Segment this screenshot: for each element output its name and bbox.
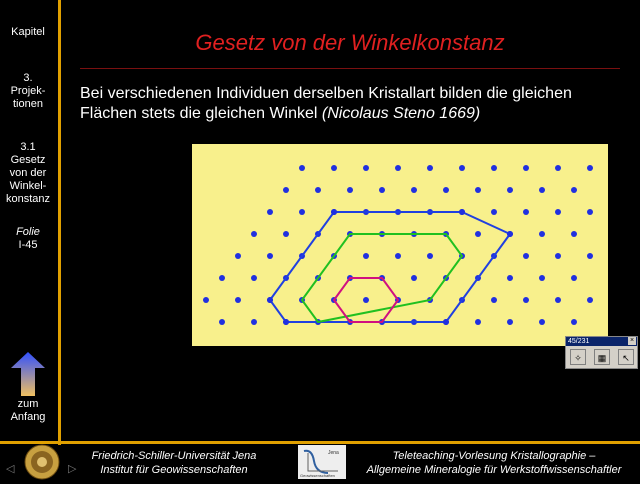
university-line2: Institut für Geowissenschaften bbox=[100, 464, 248, 476]
university-seal-icon bbox=[22, 444, 62, 480]
hexagon-vertex bbox=[443, 319, 449, 325]
star-arrow-icon: ✧ bbox=[574, 353, 582, 363]
section-line4[interactable]: konstanz bbox=[5, 193, 51, 205]
cursor-icon: ↖ bbox=[622, 353, 630, 363]
body-line1: Bei verschiedenen Individuen derselben Kristallart bilden die gleichen bbox=[80, 85, 572, 102]
lattice-point bbox=[507, 275, 513, 281]
lattice-point bbox=[443, 187, 449, 193]
next-slide-button[interactable] bbox=[618, 349, 634, 365]
lattice-point bbox=[219, 319, 225, 325]
slide-title: Gesetz von der Winkelkonstanz bbox=[195, 30, 505, 55]
prev-arrow-icon[interactable]: ◁ bbox=[6, 463, 15, 475]
lattice-point bbox=[475, 231, 481, 237]
slide-body bbox=[80, 84, 630, 124]
hexagon-vertex bbox=[331, 209, 337, 215]
section-number[interactable]: 3.1 bbox=[20, 141, 36, 153]
lattice-point bbox=[587, 209, 593, 215]
section-line3[interactable]: Winkel- bbox=[9, 180, 47, 192]
lattice-point bbox=[523, 297, 529, 303]
body-line2-text: Flächen stets die gleichen Winkel bbox=[80, 105, 322, 122]
close-icon[interactable]: × bbox=[629, 337, 635, 344]
sidebar bbox=[0, 0, 58, 440]
lattice-point bbox=[315, 187, 321, 193]
lattice-point bbox=[379, 187, 385, 193]
logo2-text-top: Jena bbox=[328, 450, 339, 456]
geowissenschaften-logo-icon bbox=[298, 445, 346, 479]
section-line2[interactable]: von der bbox=[9, 167, 47, 179]
chapter-number[interactable]: 3. bbox=[23, 72, 33, 84]
lattice-point bbox=[571, 275, 577, 281]
chapter-name-line2[interactable]: tionen bbox=[13, 98, 43, 110]
lattice-point bbox=[267, 209, 273, 215]
slide-label: Folie bbox=[16, 226, 40, 238]
lattice-point bbox=[427, 165, 433, 171]
lattice-point bbox=[299, 165, 305, 171]
title-rule bbox=[80, 68, 620, 69]
university-name bbox=[74, 449, 274, 477]
lattice-point bbox=[475, 319, 481, 325]
sidebar-divider bbox=[58, 0, 61, 445]
next-arrow-icon[interactable]: ▷ bbox=[68, 463, 77, 475]
lattice-point bbox=[235, 253, 241, 259]
lattice-point bbox=[523, 209, 529, 215]
lattice-point bbox=[299, 209, 305, 215]
lattice-point bbox=[395, 165, 401, 171]
up-arrow-icon[interactable] bbox=[11, 352, 45, 396]
chapter-name-line1[interactable]: Projek- bbox=[10, 85, 46, 97]
grid-icon: ▦ bbox=[597, 353, 607, 363]
prev-slide-button[interactable] bbox=[570, 349, 586, 365]
lattice-point bbox=[267, 253, 273, 259]
lattice-point bbox=[251, 275, 257, 281]
lattice-point bbox=[587, 165, 593, 171]
home-link[interactable] bbox=[0, 398, 56, 424]
slide-number: I-45 bbox=[18, 239, 38, 251]
lattice-point bbox=[571, 187, 577, 193]
lattice-point bbox=[507, 319, 513, 325]
body-line2-citation: (Nicolaus Steno 1669) bbox=[321, 105, 481, 122]
lattice-point bbox=[347, 187, 353, 193]
lattice-point bbox=[523, 165, 529, 171]
lattice-point bbox=[491, 297, 497, 303]
lattice-point bbox=[411, 187, 417, 193]
lattice-point bbox=[587, 297, 593, 303]
lattice-point bbox=[555, 253, 561, 259]
home-label-line1[interactable]: zum bbox=[17, 398, 39, 410]
section-line1[interactable]: Gesetz bbox=[10, 154, 46, 166]
lattice-point bbox=[587, 253, 593, 259]
slide-nav-toolbar[interactable] bbox=[565, 336, 638, 369]
hexagon-vertex bbox=[507, 231, 513, 237]
grid-view-button[interactable] bbox=[594, 349, 610, 365]
lattice-point bbox=[363, 165, 369, 171]
lattice-point bbox=[555, 209, 561, 215]
lattice-point bbox=[459, 165, 465, 171]
lattice-point bbox=[411, 275, 417, 281]
university-line1: Friedrich-Schiller-Universität Jena bbox=[91, 450, 257, 462]
lattice-point bbox=[539, 187, 545, 193]
course-name bbox=[350, 449, 638, 477]
lattice-point bbox=[251, 231, 257, 237]
lattice-diagram bbox=[192, 144, 608, 346]
hexagon-vertex bbox=[283, 319, 289, 325]
body-line2 bbox=[80, 104, 630, 124]
logo2-text-bottom: Geowissenschaften bbox=[300, 473, 335, 478]
home-label-line2[interactable]: Anfang bbox=[10, 411, 46, 423]
lattice-point bbox=[555, 165, 561, 171]
lattice-point bbox=[395, 253, 401, 259]
crystal-lattice-figure bbox=[192, 144, 608, 346]
course-line2: Allgemeine Mineralogie für Werkstoffwissenschaftler bbox=[366, 464, 622, 476]
lattice-point bbox=[203, 297, 209, 303]
lattice-point bbox=[363, 297, 369, 303]
hexagon-vertex bbox=[267, 297, 273, 303]
lattice-point bbox=[571, 319, 577, 325]
lattice-point bbox=[491, 165, 497, 171]
lattice-point bbox=[219, 275, 225, 281]
lattice-point bbox=[427, 253, 433, 259]
lattice-point bbox=[539, 319, 545, 325]
lattice-point bbox=[283, 231, 289, 237]
lattice-point bbox=[523, 253, 529, 259]
lattice-point bbox=[555, 297, 561, 303]
lattice-point bbox=[363, 253, 369, 259]
lattice-point bbox=[491, 209, 497, 215]
lattice-point bbox=[331, 165, 337, 171]
hexagon-vertex bbox=[459, 209, 465, 215]
course-line1: Teleteaching-Vorlesung Kristallographie – bbox=[392, 450, 596, 462]
toolbar-title bbox=[566, 337, 637, 346]
chapter-label: Kapitel bbox=[11, 26, 45, 38]
lattice-point bbox=[539, 275, 545, 281]
lattice-point bbox=[235, 297, 241, 303]
lattice-point bbox=[571, 231, 577, 237]
lattice-point bbox=[539, 231, 545, 237]
lattice-point bbox=[283, 187, 289, 193]
lattice-point bbox=[475, 187, 481, 193]
lattice-point bbox=[251, 319, 257, 325]
toolbar-page-count: 45/231 bbox=[568, 338, 590, 345]
lattice-point bbox=[507, 187, 513, 193]
footer-divider bbox=[0, 441, 640, 444]
